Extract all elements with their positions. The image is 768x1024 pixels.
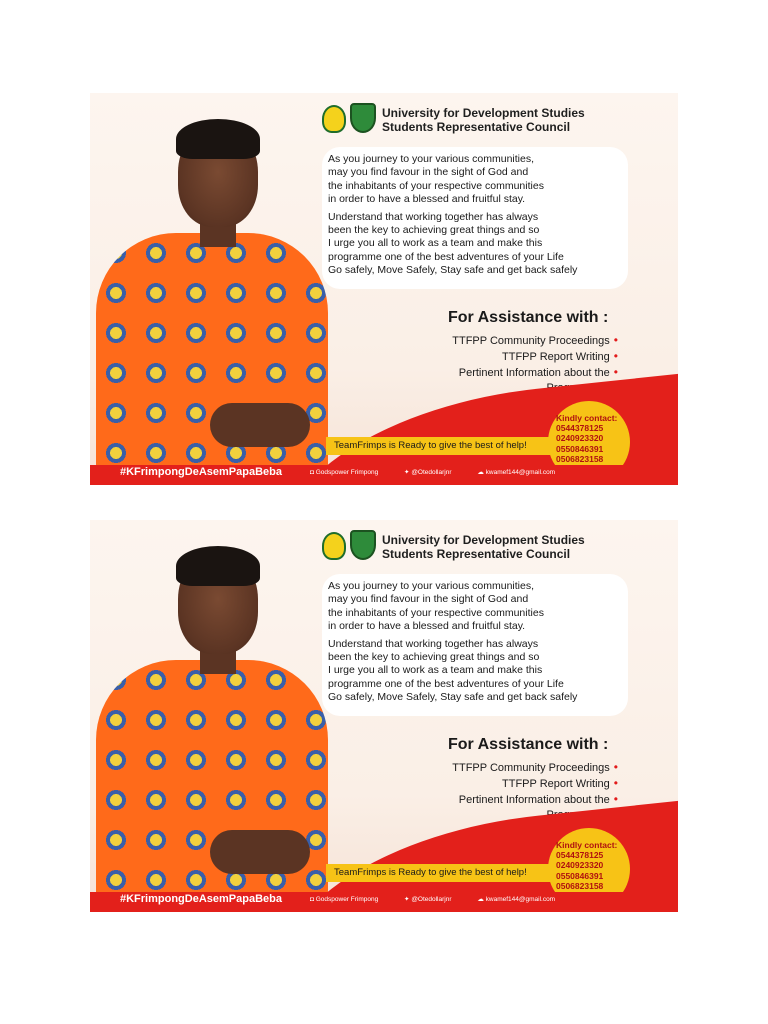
- bullet-icon: •: [613, 333, 618, 347]
- assistance-item: [452, 365, 620, 381]
- message-line: I urge you all to work as a team and make this: [328, 237, 543, 250]
- phone-number: 0240923320: [556, 860, 604, 871]
- logos: [322, 530, 376, 562]
- instagram-label: Godspower Frimpong: [315, 469, 379, 476]
- message-line: in order to have a blessed and fruitful stay.: [328, 193, 526, 206]
- message-line: Go safely, Move Safely, Stay safe and get back safely: [328, 264, 578, 277]
- social-handles: [310, 895, 579, 903]
- phone-number: 0240923320: [556, 433, 604, 444]
- bullet-icon: •: [613, 349, 618, 363]
- person-photo: [90, 93, 330, 485]
- flyer-bottom: [90, 520, 678, 912]
- email-handle: ☁ kwamef144@gmail.com: [477, 896, 556, 903]
- message-line: been the key to achieving great things and so: [328, 651, 540, 664]
- assistance-item-label: TTFPP Report Writing: [502, 351, 610, 363]
- message-line: may you find favour in the sight of God and: [328, 166, 529, 179]
- phone-number: 0550846391: [556, 870, 604, 881]
- email-label: kwamef144@gmail.com: [485, 896, 556, 903]
- message-line: the inhabitants of your respective communities: [328, 606, 544, 619]
- clasped-hands: [210, 403, 310, 447]
- twitter-label: @Otedollarjnr: [411, 469, 452, 476]
- message-text: [328, 153, 577, 278]
- bullet-icon: •: [613, 365, 618, 379]
- assistance-item-label: Pertinent Information about the: [458, 794, 610, 806]
- logos: [322, 103, 376, 135]
- message-line: programme one of the best adventures of your Life: [328, 250, 564, 263]
- assistance-item-label: TTFPP Community Proceedings: [452, 762, 610, 774]
- assistance-title: For Assistance with :: [448, 736, 609, 753]
- bullet-icon: •: [613, 760, 618, 774]
- patterned-shirt: [96, 233, 328, 485]
- phone-number: 0506823158: [556, 453, 604, 464]
- src-crest-icon: [350, 530, 376, 560]
- message-line: programme one of the best adventures of your Life: [328, 677, 564, 690]
- message-line: may you find favour in the sight of God and: [328, 593, 529, 606]
- message-line: in order to have a blessed and fruitful stay.: [328, 620, 526, 633]
- assistance-item-label: TTFPP Community Proceedings: [452, 335, 610, 347]
- bullet-icon: •: [613, 776, 618, 790]
- university-line2: Students Representative Council: [382, 120, 571, 134]
- assistance-item-label: TTFPP Report Writing: [502, 778, 610, 790]
- phone-number: 0544378125: [556, 850, 604, 861]
- ready-banner: TeamFrimps is Ready to give the best of help!: [326, 437, 552, 455]
- assistance-title: For Assistance with :: [448, 309, 609, 326]
- university-line1: University for Development Studies: [382, 533, 585, 547]
- university-name: [382, 106, 585, 134]
- university-line2: Students Representative Council: [382, 547, 571, 561]
- instagram-handle: ◘ Godspower Frimpong: [310, 896, 379, 903]
- social-handles: [310, 468, 579, 476]
- phone-number: 0506823158: [556, 880, 604, 891]
- patterned-shirt: [96, 660, 328, 912]
- contact-label: Kindly contact:: [556, 413, 618, 423]
- message-text: [328, 580, 577, 705]
- message-line: As you journey to your various communities,: [328, 153, 535, 165]
- flyer-top: [90, 93, 678, 485]
- email-handle: ☁ kwamef144@gmail.com: [477, 469, 556, 476]
- university-line1: University for Development Studies: [382, 106, 585, 120]
- src-crest-icon: [350, 103, 376, 133]
- instagram-label: Godspower Frimpong: [315, 896, 379, 903]
- university-name: [382, 533, 585, 561]
- twitter-label: @Otedollarjnr: [411, 896, 452, 903]
- uds-logo-icon: [322, 532, 346, 560]
- assistance-item: [452, 349, 620, 365]
- hair: [176, 546, 260, 586]
- assistance-item: [452, 776, 620, 792]
- instagram-handle: ◘ Godspower Frimpong: [310, 469, 379, 476]
- assistance-item-label: Pertinent Information about the: [458, 367, 610, 379]
- twitter-handle: ✦ @Otedollarjnr: [404, 896, 452, 903]
- contact-label: Kindly contact:: [556, 840, 618, 850]
- phone-number: 0550846391: [556, 443, 604, 454]
- message-line: I urge you all to work as a team and make this: [328, 664, 543, 677]
- phone-number: 0544378125: [556, 423, 604, 434]
- bullet-icon: •: [613, 792, 618, 806]
- assistance-item: [452, 792, 620, 808]
- message-line: As you journey to your various communities,: [328, 580, 535, 592]
- assistance-item: [452, 760, 620, 776]
- person-photo: [90, 520, 330, 912]
- assistance-item: [452, 333, 620, 349]
- message-line: Understand that working together has always: [328, 637, 539, 650]
- hair: [176, 119, 260, 159]
- hashtag: #KFrimpongDeAsemPapaBeba: [120, 466, 282, 478]
- clasped-hands: [210, 830, 310, 874]
- message-line: been the key to achieving great things and so: [328, 224, 540, 237]
- message-line: Go safely, Move Safely, Stay safe and get back safely: [328, 691, 578, 704]
- ready-banner: TeamFrimps is Ready to give the best of help!: [326, 864, 552, 882]
- hashtag: #KFrimpongDeAsemPapaBeba: [120, 893, 282, 905]
- message-line: Understand that working together has always: [328, 210, 539, 223]
- message-line: the inhabitants of your respective communities: [328, 179, 544, 192]
- twitter-handle: ✦ @Otedollarjnr: [404, 469, 452, 476]
- email-label: kwamef144@gmail.com: [485, 469, 556, 476]
- uds-logo-icon: [322, 105, 346, 133]
